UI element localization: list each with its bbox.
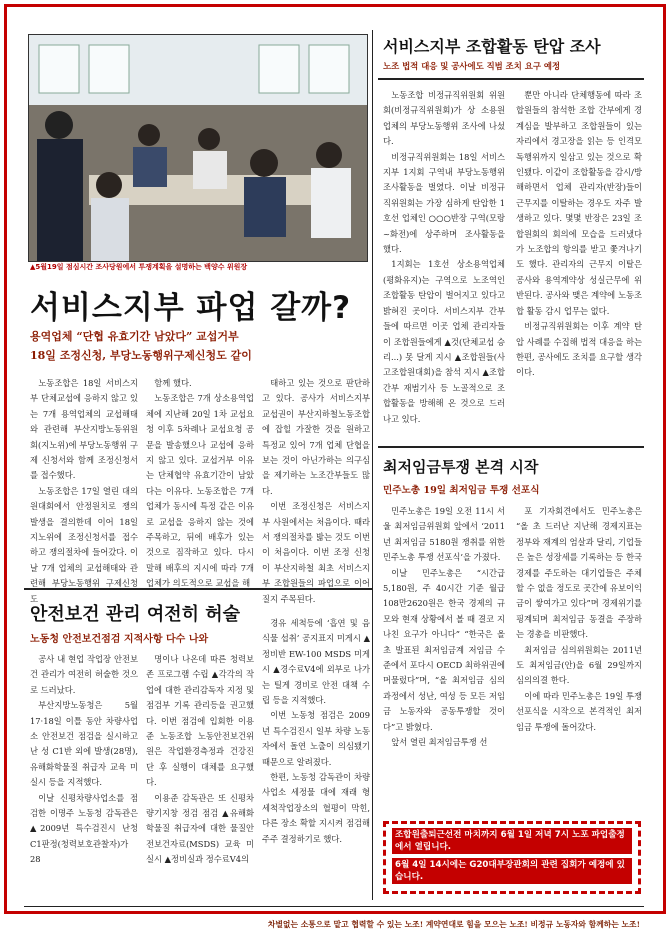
wage-col1	[383, 504, 505, 751]
paragraph: 1지회는 1호선 상소용역업체(평화유지)는 구역으로 노조역인 조합활동 탄압이 벌어지고 있다고 밝혀진 곳이다. 서비스지부 간부들에 따르면 이곳 업체 관리자들이 조합원들에게 ▲것(단체교섭 승리...) 못 달게 지시 ▲조합원들(사고조합원대회)을 참석 지시 ▲조합간부 재범기사 등 노골적으로 조합활동을 방해해 온 것으로 드러나고 있다.	[383, 259, 505, 424]
meeting-photo	[28, 34, 368, 262]
paragraph: 뿐만 아니라 단체행동에 따라 조합원들의 참석한 조합 간부에게 경계심을 발부하고 조합원들이 있는 자리에서 경고장을 읽는 등 인격모독행위까지 일삼고 있는 것으로 확인됐다. 이같이 조합활동을 감시/방해하면서 업체 관리자(반장)들이 근무지를 이탈하는 경우도 자주 발생하고 있다. 몇몇 반장은 23일 조합원회의 회의에 모습을 드러냈다가 노조합의 항의를 받고 쫓겨나기도 했다. 관리자의 근무지 이탈은 공사와 용역계약상 성실근무에 위반된다. 공사와 맺은 계약에 노동조합 활동 감시 업무는 없다.	[516, 90, 642, 316]
paragraph: 최저임금 심의위원회는 2011년도 최저임금(안)을 6월 29일까지 심의의결 한다.	[516, 644, 642, 686]
wage-headline: 최저임금투쟁 본격 시작	[383, 458, 539, 476]
paragraph: 경유 세척등에 ‘흡연 및 음식물 섭취’ 공지표지 미게시 ▲정비반 EW-100 MSDS 미게시 ▲경수료V4에 외부로 나가는 틸게 경비로 안전 대책 수립 등을 지적했다.	[262, 618, 370, 706]
paragraph: 이에 따라 민주노총은 19일 투쟁선포식을 시작으로 본격적인 최저임금 투쟁에 돌어갔다.	[516, 690, 642, 732]
section-rule	[378, 446, 644, 448]
safety-headline: 안전보건 관리 여전히 허술	[30, 604, 241, 625]
main-col1	[30, 376, 138, 607]
paragraph: 노동조합 비정규직위원회 위원회(비정규직위원회)가 상 소용원업체의 부당노동행위 조사에 나섰다.	[383, 90, 505, 147]
right-article-subtitle: 노조 법적 대응 및 공사에도 직범 조치 요구 예정	[383, 61, 561, 71]
paragraph: 노동조합은 18일 서비스지부 단체교섭에 응하지 않고 있는 7개 용역업체의 교섭해태와 관련해 부산지방노동위원회(지노위)에 부당노동행위 구제 신청서와 함께 조정신청서를 접수했다.	[30, 378, 138, 481]
safety-col2	[146, 652, 254, 868]
column-divider	[372, 30, 373, 900]
meeting-photo-illustration	[29, 35, 367, 261]
photo-caption: ▲5월19일 점심시간 조사당원에서 투쟁계획을 설명하는 백양수 위원장	[30, 263, 248, 271]
wage-subhead: 민주노총 19일 최저임금 투쟁 선포식	[383, 485, 540, 496]
main-col2	[146, 376, 254, 592]
main-col3	[262, 376, 370, 607]
paragraph: 민주노총은 19일 오전 11시 서울 최저임금위원회 앞에서 ‘2011년 최저임금 5180원 쟁취를 위한 민주노총 투쟁 선포식’을 가졌다.	[383, 506, 505, 563]
right-article-col1	[383, 88, 505, 427]
right-article-col2	[516, 88, 642, 381]
paragraph: 앞서 열린 최저임금투쟁 선	[391, 737, 488, 748]
page-frame-bottom	[4, 911, 666, 914]
paragraph: 이번 조정신청은 서비스지부 사원에서는 처음이다. 때라서 쟁의절차를 밟는 것도 이번이 처음이다. 이번 조정 신청이 부산지하철 최초 서비스지부 조합원들의 파업으로 이어질지 주목된다.	[262, 501, 370, 604]
notice-line-2: 6월 4일 14시에는 G20대부장관회의 관련 집회가 예정에 있습니다.	[392, 858, 632, 884]
paragraph: 태하고 있는 것으로 판단하고 있다. 공사가 서비스지부 교섭권이 부산지하철노동조합에 잡힐 가잘한 것을 원하고 특정교 있어 7개 업체 단협을 보는 것이 아닌가하는 의구심을 제기하는 노조간부들도 많다.	[262, 378, 370, 496]
section-rule	[24, 588, 372, 590]
paragraph: 공사 내 현업 작업장 안전보건 관리가 여전히 허술한 것으로 드러났다.	[30, 654, 138, 695]
paragraph: 부산지방노동청은 5월 17·18일 이틀 동안 차량사업소 안전보건 점검을 실시하고 난 성 C1반 외에 발생(28명), 유해화학물질 취급자 교육 미실시 등을 지적했다.	[30, 700, 138, 788]
paragraph: 노동조합은 7개 상소용역업체에 지난해 20일 1차 교섭요청 이후 5차례나 교섭요청 공문을 발송했으나 교섭에 응하지 않고 있다. 교섭거부 이유는 단체협약 유효기간이 남았다는 이유다. 노동조합은 7개 업체가 동시에 특정 같은 이유로 교섭을 응하지 않는 것에 주목하고, 뒤에 배후가 있는 것으로 짐작하고 있다. 다시 말해 배후의 지시에 따라 7개 업체가 의도적으로 교섭을 해	[146, 393, 254, 589]
safety-subhead: 노동청 안전보건점검 지적사항 다수 나와	[30, 634, 209, 645]
page-frame-top	[4, 4, 666, 7]
safety-col1	[30, 652, 138, 868]
paragraph: 이날 민주노총은 “시간급 5,180원, 주 40시간 기준 월급 108만2620원은 한국 경제의 규모와 현재 상황에서 볼 때 결코 지나친 요구가 아니다” “한국은 올 초 발표된 최저임금계 저임금 수준에서 포다시 OECD 최하위권에 머물렀다”며, “올 최저임금 심의 과정에서 성난, 여성 등 모든 저임금 노동자와 공동투쟁할 것이다”고 밝혔다.	[383, 567, 505, 732]
right-article-title: 서비스지부 조합활동 탄압 조사	[383, 37, 601, 56]
page-frame-right	[663, 4, 666, 914]
paragraph: 명이나 나온데 따른 청력보존 프로그램 수립 ▲각각의 작업에 대한 관리감독자 지정 및 점검부 기록 관리등을 권고했다. 이번 점검에 입회한 이용준 노동조합 노동안전보건위원은 작업환경측정과 건강진단 후 실행이 대체를 요구했다.	[146, 654, 254, 788]
paragraph: 함께 했다.	[154, 378, 192, 388]
main-headline: 서비스지부 파업 갈까?	[30, 290, 352, 326]
footer-slogan: 차별없는 소통으로 맡고 협력할 수 있는 노조! 계약연대로 힘을 모으는 노조! 비정규 노동자와 함께하는 노조!	[267, 920, 640, 929]
main-subhead-2: 18일 조정신청, 부당노동행위구제신청도 같이	[30, 349, 252, 362]
paragraph: 비정규직위원회는 이후 계약 탄압 사례를 수집해 법적 대응을 하는 한편, 공사에도 조치를 요구할 생각이다.	[516, 321, 642, 378]
wage-col2	[516, 504, 642, 735]
paragraph: 이날 신평차량사업소를 점검한 이명주 노동청 감독관은 ▲2009년 특수검진시 난청 C1판정(청력보호관찰자)가 28	[30, 792, 138, 865]
safety-col3	[262, 616, 370, 847]
notice-line-1: 조합원출퇴근선전 마치까지 6월 1일 저녁 7시 노포 파업출정에서 열립니다.	[392, 828, 632, 854]
paragraph: 한편, 노동청 감독관이 차량 사업소 세정물 대에 재래 형 세척작업장소의 혈평이 막힌, 다른 장소 확할 지시켜 점검해 주주 결정하기로 했다.	[262, 772, 370, 844]
paragraph: 이용준 감독관은 또 신평차량기지창 정검 점검 ▲유해화학물질 취급자에 대한 물질안전보건자료(MSDS) 교육 미실시 ▲정비실과 정수료V4의	[146, 792, 254, 865]
main-subhead-1: 용역업체 “단협 유효기간 남았다” 교섭거부	[30, 330, 239, 343]
footer-rule	[24, 906, 644, 907]
paragraph: 비정규직위원회는 18일 서비스지부 1지회 구역내 부당노동행위 조사활동을 벌였다. 이날 비정규직위원회는 가장 심하게 탄압한 1호선 업체인 ○○○반장 구역(모랑~화전)에 상주하며 조사활동을 했다.	[383, 151, 505, 255]
paragraph: 노동조합은 17일 열린 대의원대회에서 안정원치로 쟁의 발생을 결의한데 이어 18일 지노위에 조정신청서를 접수하고 쟁의절차에 들어갔다. 이날 7개 업체의 교섭해태와 관련해 부당노동행위 구제신청도	[30, 485, 138, 604]
page-frame-left	[4, 4, 7, 914]
paragraph: 포 기자회견에서도 민주노총은 “올 초 드러난 지난해 경제지표는 정부와 재계의 엄살과 달리, 기업들은 높은 성장세를 기록하는 등 한국 경제를 주도하는 대기업들은 주체할 수 없을 정도로 곳간에 유보이익금이 쌓여가고 있다”며 경제위기를 핑계되며 최저임금 동결을 주장하는 경총을 비판했다.	[516, 506, 642, 640]
paragraph: 이번 노동청 점검은 2009년 특수검진시 일부 차량 노동자에서 돌연 노출이 의심됐기 때문으로 알려졌다.	[262, 710, 370, 767]
notice-box	[383, 821, 641, 894]
right-article-rule	[378, 78, 644, 80]
